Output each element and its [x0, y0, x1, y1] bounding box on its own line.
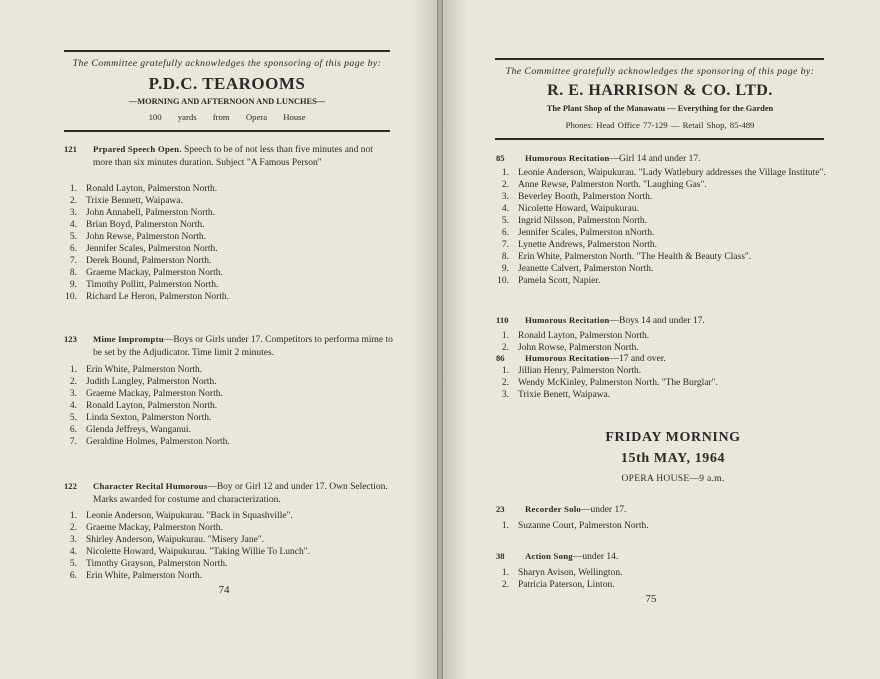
list-item: 2. Anne Rewse, Palmerston North. "Laughing Gas". [501, 180, 707, 190]
event-description: —Boy or Girl 12 and under 17. Own Selection. Marks awarded for costume and characterization. [93, 482, 388, 505]
sponsor-name: P.D.C. TEAROOMS [148, 74, 306, 93]
list-item: 7. Geraldine Holmes, Palmerston North. [69, 437, 230, 447]
list-item: 6. Glenda Jeffreys, Wanganui. [69, 425, 191, 435]
event-heading [496, 314, 826, 328]
entry-list [496, 330, 848, 354]
list-item: 7. Derek Bound, Palmerston North. [69, 256, 212, 266]
event-title: Character Recital Humorous [93, 481, 208, 491]
list-item: 2. Trixie Bennett, Waipawa. [69, 196, 183, 206]
event-heading [64, 333, 394, 359]
sponsor-acknowledgement: The Committee gratefully acknowledges the sponsoring of this page by: [72, 58, 382, 69]
sponsor-subline: Phones: Head Office 77-129 — Retail Shop, 85-489 [565, 120, 755, 130]
list-item: 3. Graeme Mackay, Palmerston North. [69, 389, 223, 399]
event-heading [496, 503, 826, 517]
session-venue: OPERA HOUSE—9 a.m. [621, 474, 725, 484]
event-description: —Girl 14 and under 17. [609, 154, 701, 164]
header-rule-bottom [64, 130, 390, 132]
page-number: 74 [218, 584, 230, 596]
event-description: —Boys or Girls under 17. Competitors to performa mime to be set by the Adjudicator. Time limit 2 minutes. [93, 335, 393, 358]
event-title: Mime Impromptu [93, 334, 164, 344]
list-item: 1. Erin White, Palmerston North. [69, 365, 203, 375]
list-item: 4. Nicolette Howard, Waipukurau. [501, 204, 639, 214]
list-item: 1. Ronald Layton, Palmerston North. [69, 184, 218, 194]
list-item: 10. Pamela Scott, Napier. [497, 276, 601, 286]
list-item: 4. Nicolette Howard, Waipukurau. "Taking Willie To Lunch". [69, 547, 310, 557]
header-rule-top [495, 58, 824, 60]
sponsor-tagline: —MORNING AND AFTERNOON AND LUNCHES— [128, 97, 326, 106]
event-number: 86 [496, 353, 505, 363]
list-item: 8. Erin White, Palmerston North. "The Health & Beauty Class". [501, 252, 752, 262]
entry-list [496, 365, 848, 401]
list-item: 4. Ronald Layton, Palmerston North. [69, 401, 218, 411]
list-item: 6. Erin White, Palmerston North. [69, 571, 203, 581]
list-item: 2. Graeme Mackay, Palmerston North. [69, 523, 223, 533]
event-title: Humorous Recitation [525, 315, 610, 325]
list-item: 2. Judith Langley, Palmerston North. [69, 377, 217, 387]
entry-list [64, 364, 394, 448]
event-description: —17 and over. [609, 354, 666, 364]
list-item: 5. Linda Sexton, Palmerston North. [69, 413, 212, 423]
event-number: 23 [496, 504, 505, 514]
list-item: 1. Sharyn Avison, Wellington. [501, 568, 623, 578]
sponsor-subline: 100 yards from Opera House [148, 112, 306, 122]
list-item: 6. Jennifer Scales, Palmerston nNorth. [501, 228, 655, 238]
event-number: 121 [64, 144, 77, 154]
event-description: —under 17. [580, 505, 627, 515]
list-item: 5. John Rewse, Palmerston North. [69, 232, 207, 242]
event-heading [64, 480, 394, 506]
event-number: 85 [496, 153, 505, 163]
event-title: Recorder Solo [525, 504, 581, 514]
event-number: 123 [64, 334, 77, 344]
right-page [443, 0, 880, 679]
session-date: 15th MAY, 1964 [620, 451, 726, 466]
event-title: Action Song [525, 551, 573, 561]
event-heading [496, 352, 826, 366]
event-description: —Boys 14 and under 17. [609, 316, 705, 326]
list-item: 10. Richard Le Heron, Palmerston North. [65, 292, 229, 302]
page-number: 75 [645, 593, 657, 605]
event-number: 110 [496, 315, 509, 325]
sponsor-tagline: The Plant Shop of the Manawatu — Everything for the Garden [546, 104, 774, 113]
event-number: 38 [496, 551, 505, 561]
event-heading [496, 550, 826, 564]
list-item: 3. John Annabell, Palmerston North. [69, 208, 216, 218]
event-title: Humorous Recitation [525, 153, 610, 163]
list-item: 3. Shirley Anderson, Waipukurau. "Misery Jane". [69, 535, 265, 545]
sponsor-name: R. E. HARRISON & CO. LTD. [547, 82, 773, 99]
entry-list [496, 567, 848, 591]
list-item: 1. Leonie Anderson, Waipukurau. "Lady Watlebury addresses the Village Institute". [501, 168, 826, 178]
list-item: 5. Ingrid Nilsson, Palmerston North. [501, 216, 648, 226]
entry-list [64, 183, 394, 303]
list-item: 1. Leonie Anderson, Waipukurau. "Back in Squashville". [69, 511, 293, 521]
list-item: 8. Graeme Mackay, Palmerston North. [69, 268, 223, 278]
list-item: 9. Jeanette Calvert, Palmerston North. [501, 264, 654, 274]
left-page [0, 0, 437, 679]
sponsor-acknowledgement: The Committee gratefully acknowledges the sponsoring of this page by: [505, 66, 815, 77]
event-description: Speech to be of not less than five minutes and not more than six minutes duration. Subject "A Famous Person" [93, 145, 373, 168]
event-number: 122 [64, 481, 77, 491]
event-title: Humorous Recitation [525, 353, 610, 363]
list-item: 5. Timothy Grayson, Palmerston North. [69, 559, 228, 569]
event-title: Prpared Speech Open. [93, 144, 182, 154]
entry-list [64, 510, 394, 582]
list-item: 9. Timothy Pollitt, Palmerston North. [69, 280, 219, 290]
list-item: 1. Suzanne Court, Palmerston North. [501, 521, 649, 531]
header-rule-bottom [495, 138, 824, 140]
entry-list [496, 167, 848, 287]
list-item: 2. John Rowse, Palmerston North. [501, 343, 639, 353]
list-item: 7. Lynette Andrews, Palmerston North. [501, 240, 658, 250]
session-heading: FRIDAY MORNING [605, 430, 741, 445]
list-item: 3. Beverley Booth, Palmerston North. [501, 192, 653, 202]
event-heading [64, 143, 394, 169]
list-item: 2. Patricia Paterson, Linton. [501, 580, 615, 590]
list-item: 4. Brian Boyd, Palmerston North. [69, 220, 205, 230]
list-item: 1. Ronald Layton, Palmerston North. [501, 331, 650, 341]
entry-list [496, 520, 848, 532]
list-item: 6. Jennifer Scales, Palmerston North. [69, 244, 218, 254]
event-heading [496, 152, 826, 166]
event-description: —under 14. [572, 552, 619, 562]
list-item: 3. Trixie Benett, Waipawa. [501, 390, 611, 400]
list-item: 2. Wendy McKinley, Palmerston North. "The Burglar". [501, 378, 718, 388]
header-rule-top [64, 50, 390, 52]
list-item: 1. Jillian Henry, Palmerston North. [501, 366, 642, 376]
